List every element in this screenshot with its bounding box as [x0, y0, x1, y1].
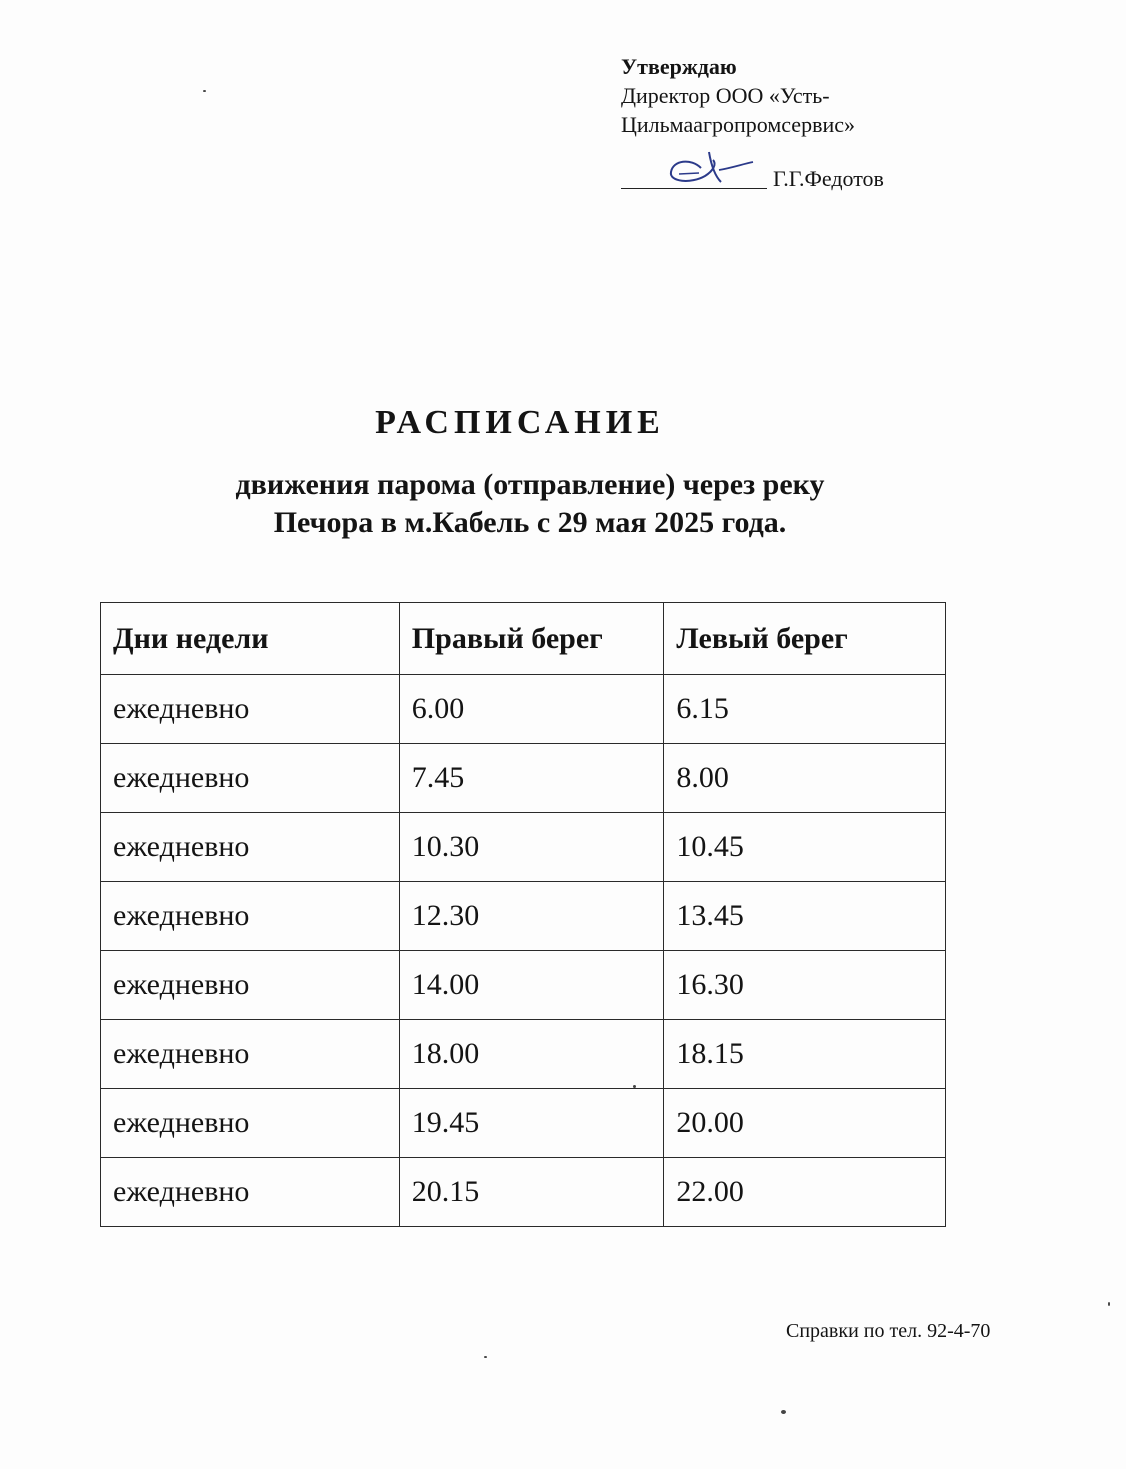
cell-left-bank: 13.45	[664, 882, 946, 951]
cell-right-bank: 18.00	[399, 1020, 664, 1089]
cell-right-bank: 20.15	[399, 1158, 664, 1227]
scan-speck	[633, 1085, 636, 1088]
subtitle-line1: движения парома (отправление) через реку	[235, 468, 825, 501]
cell-left-bank: 18.15	[664, 1020, 946, 1089]
cell-day: ежедневно	[101, 951, 400, 1020]
table-row	[101, 951, 946, 1020]
cell-right-bank: 12.30	[399, 882, 664, 951]
table-row	[101, 813, 946, 882]
cell-left-bank: 20.00	[664, 1089, 946, 1158]
contact-note: Справки по тел. 92-4-70	[786, 1320, 991, 1342]
table-row	[101, 1089, 946, 1158]
document-subtitle	[110, 466, 950, 542]
approval-position-line1: Директор ООО «Усть-	[621, 83, 830, 108]
cell-right-bank: 19.45	[399, 1089, 664, 1158]
header-left-bank: Левый берег	[664, 603, 946, 675]
header-right-bank: Правый берег	[399, 603, 664, 675]
table-row	[101, 675, 946, 744]
approval-heading: Утверждаю	[621, 54, 737, 79]
cell-day: ежедневно	[101, 1089, 400, 1158]
cell-left-bank: 6.15	[664, 675, 946, 744]
cell-left-bank: 16.30	[664, 951, 946, 1020]
document-title: РАСПИСАНИЕ	[375, 404, 665, 441]
cell-day: ежедневно	[101, 1158, 400, 1227]
signature-line	[621, 188, 767, 189]
cell-right-bank: 10.30	[399, 813, 664, 882]
header-days: Дни недели	[101, 603, 400, 675]
approval-block	[621, 52, 921, 139]
cell-left-bank: 10.45	[664, 813, 946, 882]
cell-day: ежедневно	[101, 744, 400, 813]
cell-left-bank: 22.00	[664, 1158, 946, 1227]
scan-speck	[1108, 1302, 1110, 1306]
cell-day: ежедневно	[101, 675, 400, 744]
signer-name: Г.Г.Федотов	[773, 166, 884, 191]
cell-day: ежедневно	[101, 882, 400, 951]
cell-day: ежедневно	[101, 1020, 400, 1089]
table-header-row	[101, 603, 946, 675]
scan-speck	[781, 1410, 786, 1414]
table-row	[101, 1158, 946, 1227]
cell-right-bank: 6.00	[399, 675, 664, 744]
scan-speck	[484, 1356, 487, 1358]
table-row	[101, 882, 946, 951]
table-row	[101, 1020, 946, 1089]
signature-row	[621, 160, 941, 194]
ferry-schedule-table	[100, 602, 946, 1227]
cell-right-bank: 14.00	[399, 951, 664, 1020]
handwritten-signature	[651, 146, 771, 190]
cell-day: ежедневно	[101, 813, 400, 882]
table-row	[101, 744, 946, 813]
cell-right-bank: 7.45	[399, 744, 664, 813]
cell-left-bank: 8.00	[664, 744, 946, 813]
subtitle-line2: Печора в м.Кабель с 29 мая 2025 года.	[273, 506, 787, 539]
scan-speck	[203, 90, 206, 92]
approval-position-line2: Цильмаагропромсервис»	[621, 112, 855, 137]
